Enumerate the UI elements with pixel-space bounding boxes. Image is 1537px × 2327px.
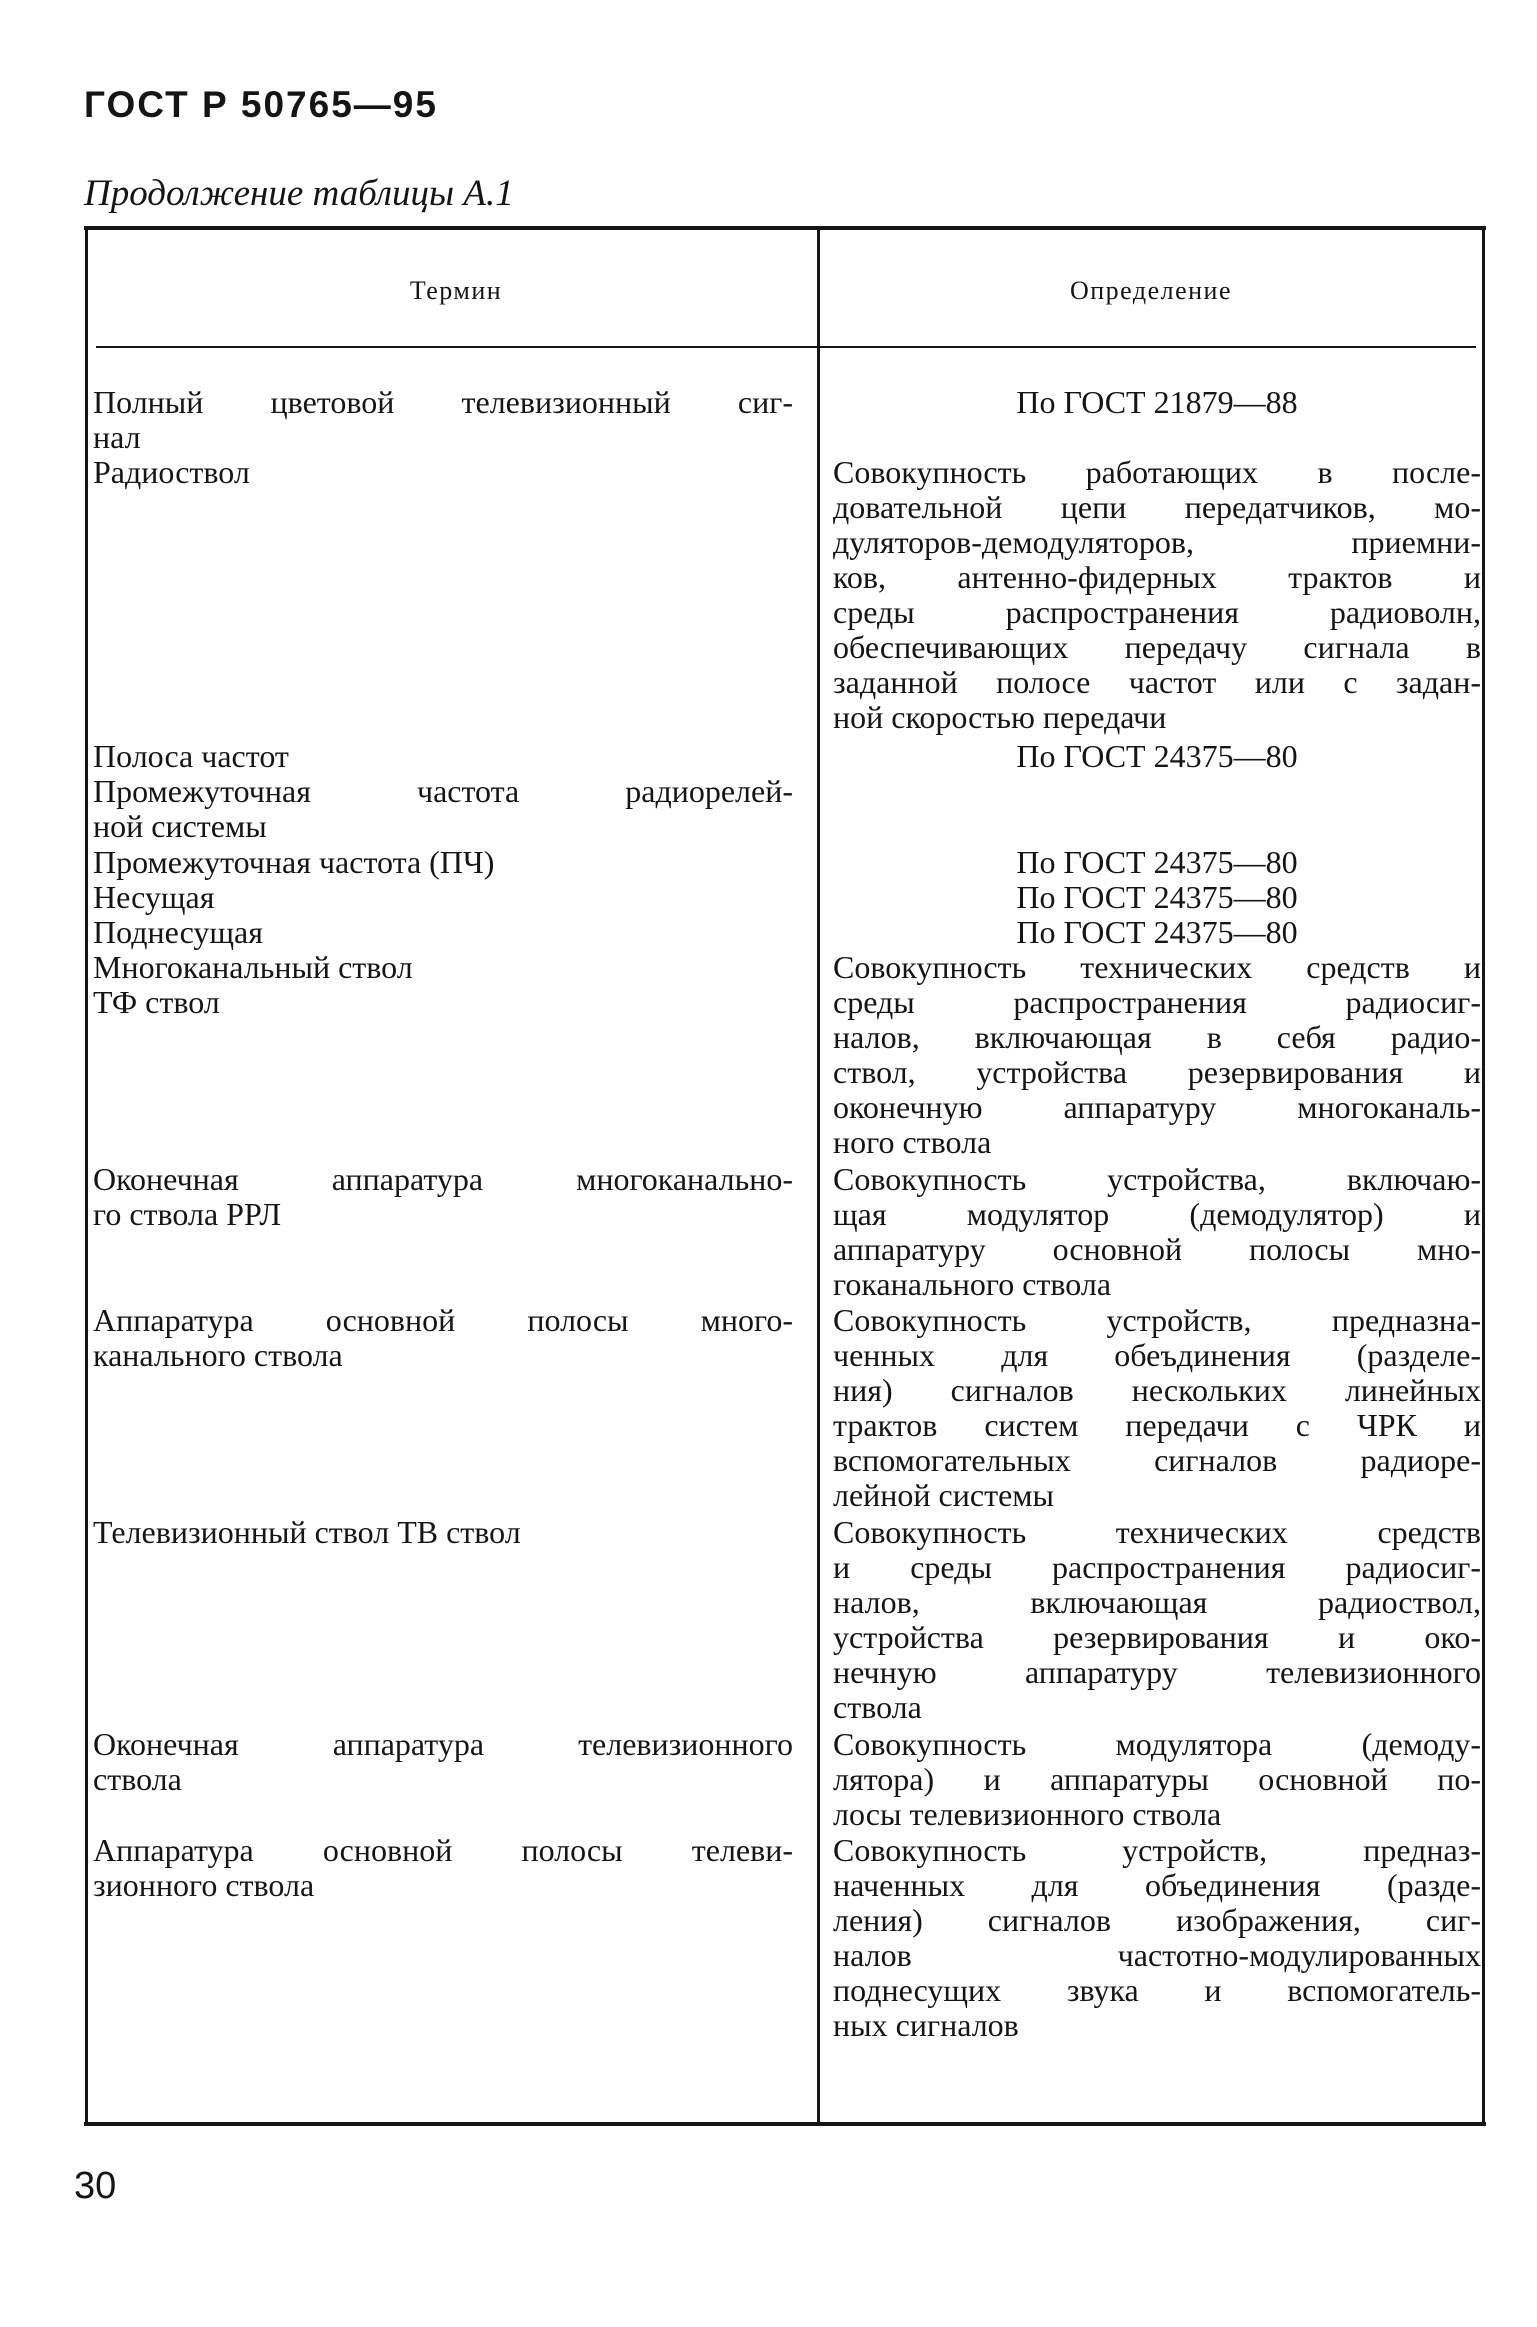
table-row-definition: Совокупность устройств, предназна- ченных для обеъдинения (разделе- ния) сигналов нескольких линейных трактов систем передачи с ЧРК и вспомогательных сигналов радиоре- лейной системы [833,1302,1481,1513]
column-header-term: Термин [409,276,503,305]
table-row-term: Радиоствол [93,454,250,490]
table-row-term: Аппаратура основной полосы много- канального ствола [93,1302,793,1373]
table-row-term: Телевизионный ствол ТВ ствол [93,1514,521,1550]
page-number: 30 [74,2165,117,2207]
table-row-definition: По ГОСТ 21879—88 [1016,384,1298,420]
table-row-term: Многоканальный ствол ТФ ствол [93,949,413,1020]
table-row-definition: По ГОСТ 24375—80 [1016,844,1298,880]
table-row-definition: По ГОСТ 24375—80 [1016,914,1298,950]
table-top-rule [84,226,1486,230]
table-caption: Продолжение таблицы А.1 [84,173,514,214]
table-row-term: Промежуточная частота (ПЧ) [93,844,495,880]
table-row-definition: Совокупность модулятора (демоду- лятора) и аппаратуры основной по- лосы телевизионного ствола [833,1726,1481,1832]
table-left-border [85,226,88,2124]
table-row-term: Промежуточная частота радиорелей- ной системы [93,773,793,844]
table-row-definition: Совокупность технических средств и среды распространения радиосиг- налов, включающая радиоствол, устройства резервирования и око- нечную аппаратуру телевизионного ствола [833,1514,1481,1725]
table-row-definition: Совокупность устройства, включаю- щая модулятор (демодулятор) и аппаратуру основной полосы мно- гоканального ствола [833,1161,1481,1302]
table-row-definition: Совокупность работающих в после- довательной цепи передатчиков, мо- дуляторов-демодуляторов, приемни- ков, антенно-фидерных трактов и среды распространения радиоволн, обеспечивающих передачу сигнала в заданной полосе частот или с задан- ной скоростью передачи [833,454,1481,735]
table-right-border [1482,226,1485,2124]
table-row-term: Аппаратура основной полосы телеви- зионного ствола [93,1832,793,1903]
table-row-definition: Совокупность технических средств и среды распространения радиосиг- налов, включающая в себя радио- ствол, устройства резервирования и оконечную аппаратуру многоканаль- ного ствола [833,949,1481,1160]
table-bottom-rule [84,2122,1486,2126]
table-row-definition: Совокупность устройств, предназ- наченных для объединения (разде- ления) сигналов изображения, сиг- налов частотно-модулированных поднесущих звука и вспомогатель- ных сигналов [833,1832,1481,2043]
table-row-definition: По ГОСТ 24375—80 [1016,879,1298,915]
table-header-rule [96,346,1476,348]
table-row-term: Поднесущая [93,914,263,950]
column-header-definition: Определение [1069,276,1233,305]
table-row-term: Несущая [93,879,215,915]
table-row-term: Оконечная аппаратура телевизионного ствола [93,1726,793,1797]
table-column-divider [817,226,820,2124]
table-row-term: Полный цветовой телевизионный сиг- нал [93,384,793,455]
table-row-term: Полоса частот [93,738,289,774]
table-row-definition: По ГОСТ 24375—80 [1016,738,1298,774]
table-row-term: Оконечная аппаратура многоканально- го ствола РРЛ [93,1161,793,1232]
document-header: ГОСТ Р 50765—95 [84,84,438,125]
